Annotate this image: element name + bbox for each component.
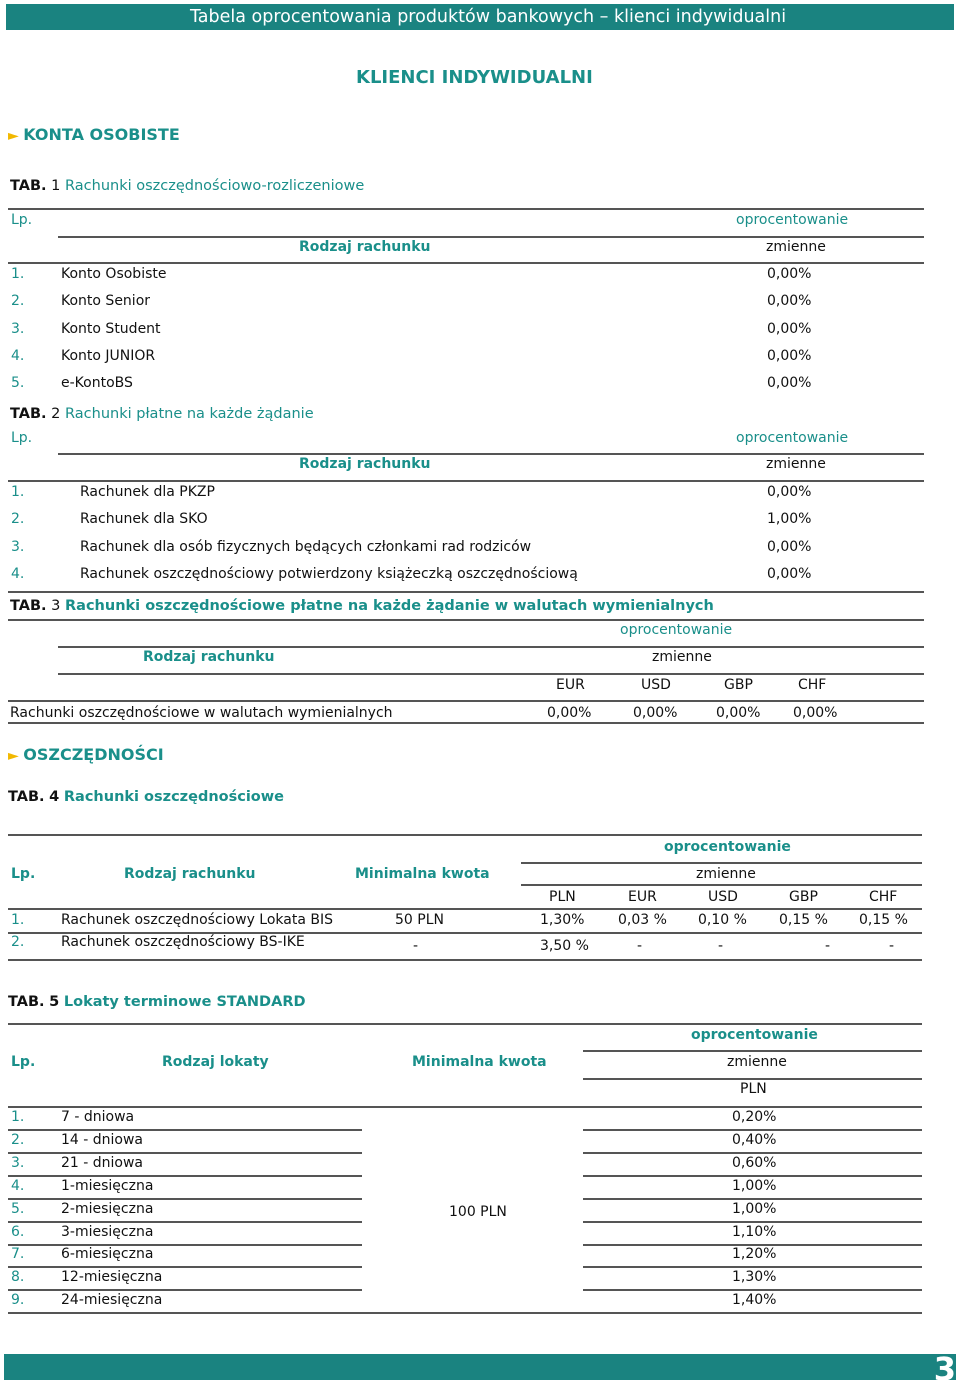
rate-value: -	[718, 938, 724, 954]
row-rate: 0,40%	[732, 1131, 777, 1148]
tab1-caption	[10, 178, 364, 194]
header-banner	[6, 4, 954, 30]
divider	[8, 208, 924, 210]
divider	[583, 1244, 922, 1246]
row-lp: 7.	[11, 1246, 25, 1263]
row-name: 3-miesięczna	[61, 1223, 154, 1240]
row-lp: 2.	[11, 1131, 25, 1148]
row-name: Rachunek oszczędnościowy BS-IKE	[61, 934, 305, 950]
divider	[583, 1198, 922, 1200]
row-name: 1-miesięczna	[61, 1177, 154, 1194]
tab-label: TAB.	[10, 598, 47, 614]
row-lp: 1.	[11, 484, 25, 500]
divider	[8, 1175, 362, 1177]
row-rate: 1,00%	[732, 1177, 777, 1194]
page-number: 3	[933, 1350, 956, 1385]
tab3-row-name: Rachunki oszczędnościowe w walutach wymienialnych	[10, 705, 393, 721]
divider	[58, 453, 924, 455]
row-lp: 4.	[11, 565, 25, 582]
currency-header: EUR	[556, 677, 585, 693]
divider	[8, 480, 924, 482]
rate-value: -	[889, 938, 895, 954]
row-name: 7 - dniowa	[61, 1109, 135, 1125]
row-name: Konto Student	[61, 320, 161, 337]
divider	[8, 1312, 922, 1314]
row-lp: 6.	[11, 1223, 25, 1240]
currency-header: EUR	[628, 889, 657, 905]
currency-header: USD	[708, 889, 738, 905]
row-lp: 1.	[11, 1109, 25, 1125]
divider	[8, 1266, 362, 1268]
row-rate: 0,20%	[732, 1109, 777, 1125]
row-rate: 0,00%	[767, 375, 812, 392]
row-lp: 5.	[11, 1200, 25, 1217]
tab-title: Rachunki oszczędnościowe płatne na każde żądanie w walutach wymienialnych	[65, 598, 714, 614]
rate-value: 0,00%	[793, 705, 838, 721]
arrow-right-icon: ►	[8, 748, 19, 764]
lp-header: Lp.	[11, 1054, 36, 1070]
divider	[8, 1221, 362, 1223]
divider	[583, 1175, 922, 1177]
divider	[8, 1106, 922, 1108]
tab-title: Rachunki oszczędnościowo-rozliczeniowe	[65, 178, 365, 194]
divider	[8, 700, 924, 702]
divider	[8, 1198, 362, 1200]
rate-value: -	[637, 938, 643, 954]
row-name: 6-miesięczna	[61, 1246, 154, 1263]
tab-number: 2	[51, 406, 61, 422]
row-lp: 3.	[11, 538, 25, 555]
divider	[8, 591, 924, 593]
arrow-right-icon: ►	[8, 128, 19, 144]
rate-value: -	[825, 938, 831, 954]
rate-value: 0,15 %	[779, 912, 828, 928]
currency-header: GBP	[724, 677, 753, 693]
divider	[583, 1221, 922, 1223]
row-name: Rachunek oszczędnościowy potwierdzony książeczką oszczędnościową	[80, 565, 578, 582]
row-rate: 0,00%	[767, 320, 812, 337]
row-name: Rachunek dla PKZP	[80, 484, 215, 500]
tab-number: 1	[51, 178, 61, 194]
rate-header: oprocentowanie	[691, 1027, 818, 1043]
lp-header: Lp.	[11, 430, 33, 446]
divider	[58, 646, 924, 648]
currency-header: PLN	[549, 889, 576, 905]
section-title: OSZCZĘDNOŚCI	[23, 745, 164, 764]
tab3-caption	[10, 598, 714, 614]
row-name: 12-miesięczna	[61, 1269, 163, 1286]
row-lp: 5.	[11, 375, 25, 392]
variable-header: zmienne	[766, 456, 826, 472]
row-rate: 0,00%	[767, 538, 812, 555]
min-amount-header: Minimalna kwota	[355, 866, 490, 882]
divider	[8, 959, 922, 961]
row-rate: 1,30%	[732, 1269, 777, 1286]
section-title: KONTA OSOBISTE	[23, 125, 180, 144]
rate-value: 0,00%	[547, 705, 592, 721]
rate-value: 0,15 %	[859, 912, 908, 928]
divider	[583, 1289, 922, 1291]
row-min-amount: -	[413, 938, 419, 954]
divider	[8, 722, 924, 724]
row-name: 14 - dniowa	[61, 1131, 144, 1148]
row-rate: 0,60%	[732, 1154, 777, 1171]
row-lp: 9.	[11, 1292, 25, 1309]
row-name: 2-miesięczna	[61, 1200, 154, 1217]
tab5-caption	[8, 994, 306, 1010]
variable-header: zmienne	[696, 866, 756, 882]
lp-header: Lp.	[11, 212, 33, 228]
tab2-caption	[10, 406, 314, 422]
row-name: Konto Senior	[61, 293, 151, 310]
row-lp: 4.	[11, 347, 25, 364]
row-lp: 3.	[11, 320, 25, 337]
row-rate: 1,40%	[732, 1292, 777, 1309]
currency-header: USD	[641, 677, 671, 693]
row-lp: 8.	[11, 1269, 25, 1286]
divider	[583, 1050, 922, 1052]
min-amount-value: 100 PLN	[449, 1204, 507, 1220]
row-name: e-KontoBS	[61, 375, 133, 392]
currency-header: PLN	[740, 1081, 767, 1097]
account-type-header: Rodzaj rachunku	[299, 456, 431, 472]
account-type-header: Rodzaj rachunku	[299, 239, 431, 255]
divider	[583, 1078, 922, 1080]
row-rate: 1,20%	[732, 1246, 777, 1263]
row-name: Rachunek dla osób fizycznych będących członkami rad rodziców	[80, 538, 532, 555]
row-name: Konto JUNIOR	[61, 347, 156, 364]
row-rate: 0,00%	[767, 565, 812, 582]
tab-title: Rachunki płatne na każde żądanie	[65, 406, 314, 422]
row-name: 24-miesięczna	[61, 1292, 163, 1309]
divider	[583, 1129, 922, 1131]
tab-label: TAB.	[10, 406, 47, 422]
divider	[521, 884, 922, 886]
row-rate: 1,10%	[732, 1223, 777, 1240]
row-lp: 3.	[11, 1154, 25, 1171]
account-type-header: Rodzaj rachunku	[143, 649, 275, 665]
footer-banner	[4, 1350, 956, 1385]
row-name: Rachunek dla SKO	[80, 511, 208, 528]
rate-header: oprocentowanie	[620, 622, 733, 638]
divider	[8, 619, 924, 621]
row-name: Rachunek oszczędnościowy Lokata BIS	[61, 912, 334, 928]
currency-header: GBP	[789, 889, 818, 905]
rate-value: 0,03 %	[618, 912, 667, 928]
row-rate: 0,00%	[767, 266, 812, 282]
row-lp: 4.	[11, 1177, 25, 1194]
row-lp: 1.	[11, 912, 25, 928]
row-rate: 1,00%	[767, 511, 812, 528]
tab-label: TAB.	[8, 789, 45, 805]
row-name: 21 - dniowa	[61, 1154, 144, 1171]
divider	[8, 1244, 362, 1246]
rate-value: 1,30%	[540, 912, 585, 928]
variable-header: zmienne	[766, 239, 826, 255]
divider	[8, 834, 922, 836]
deposit-type-header: Rodzaj lokaty	[162, 1054, 269, 1070]
divider	[583, 1152, 922, 1154]
divider	[521, 862, 922, 864]
tab-label: TAB.	[8, 994, 45, 1010]
tab4-caption	[8, 789, 284, 805]
divider	[58, 673, 924, 675]
divider	[8, 908, 922, 910]
section-oszczednosci	[8, 745, 164, 764]
section-konta-osobiste	[8, 125, 180, 144]
row-min-amount: 50 PLN	[395, 912, 444, 928]
variable-header: zmienne	[652, 649, 712, 665]
tab-number: 5	[49, 994, 60, 1010]
header-banner-title: Tabela oprocentowania produktów bankowych – klienci indywidualni	[190, 7, 787, 27]
divider	[8, 1023, 922, 1025]
row-rate: 0,00%	[767, 484, 812, 500]
tab-number: 4	[49, 789, 60, 805]
rate-header: oprocentowanie	[664, 839, 791, 855]
row-lp: 1.	[11, 266, 25, 282]
min-amount-header: Minimalna kwota	[412, 1054, 547, 1070]
divider	[583, 1266, 922, 1268]
tab-title: Rachunki oszczędnościowe	[63, 789, 285, 805]
rate-header: oprocentowanie	[736, 212, 849, 228]
divider	[8, 1129, 362, 1131]
divider	[8, 1152, 362, 1154]
rate-value: 0,00%	[633, 705, 678, 721]
account-type-header: Rodzaj rachunku	[124, 866, 256, 882]
rate-value: 0,10 %	[698, 912, 747, 928]
row-name: Konto Osobiste	[61, 266, 167, 282]
currency-header: CHF	[798, 677, 827, 693]
rate-value: 3,50 %	[540, 938, 589, 954]
row-rate: 0,00%	[767, 347, 812, 364]
rate-value: 0,00%	[716, 705, 761, 721]
row-rate: 1,00%	[732, 1200, 777, 1217]
rate-header: oprocentowanie	[736, 430, 849, 446]
tab-number: 3	[51, 598, 61, 614]
divider	[8, 262, 924, 264]
divider	[58, 236, 924, 238]
divider	[8, 1289, 362, 1291]
page-title: KLIENCI INDYWIDUALNI	[356, 67, 593, 88]
tab-label: TAB.	[10, 178, 47, 194]
row-lp: 2.	[11, 934, 25, 950]
tab-title: Lokaty terminowe STANDARD	[63, 994, 306, 1010]
variable-header: zmienne	[727, 1054, 787, 1070]
row-lp: 2.	[11, 293, 25, 310]
currency-header: CHF	[869, 889, 898, 905]
row-lp: 2.	[11, 511, 25, 528]
lp-header: Lp.	[11, 866, 36, 882]
row-rate: 0,00%	[767, 293, 812, 310]
